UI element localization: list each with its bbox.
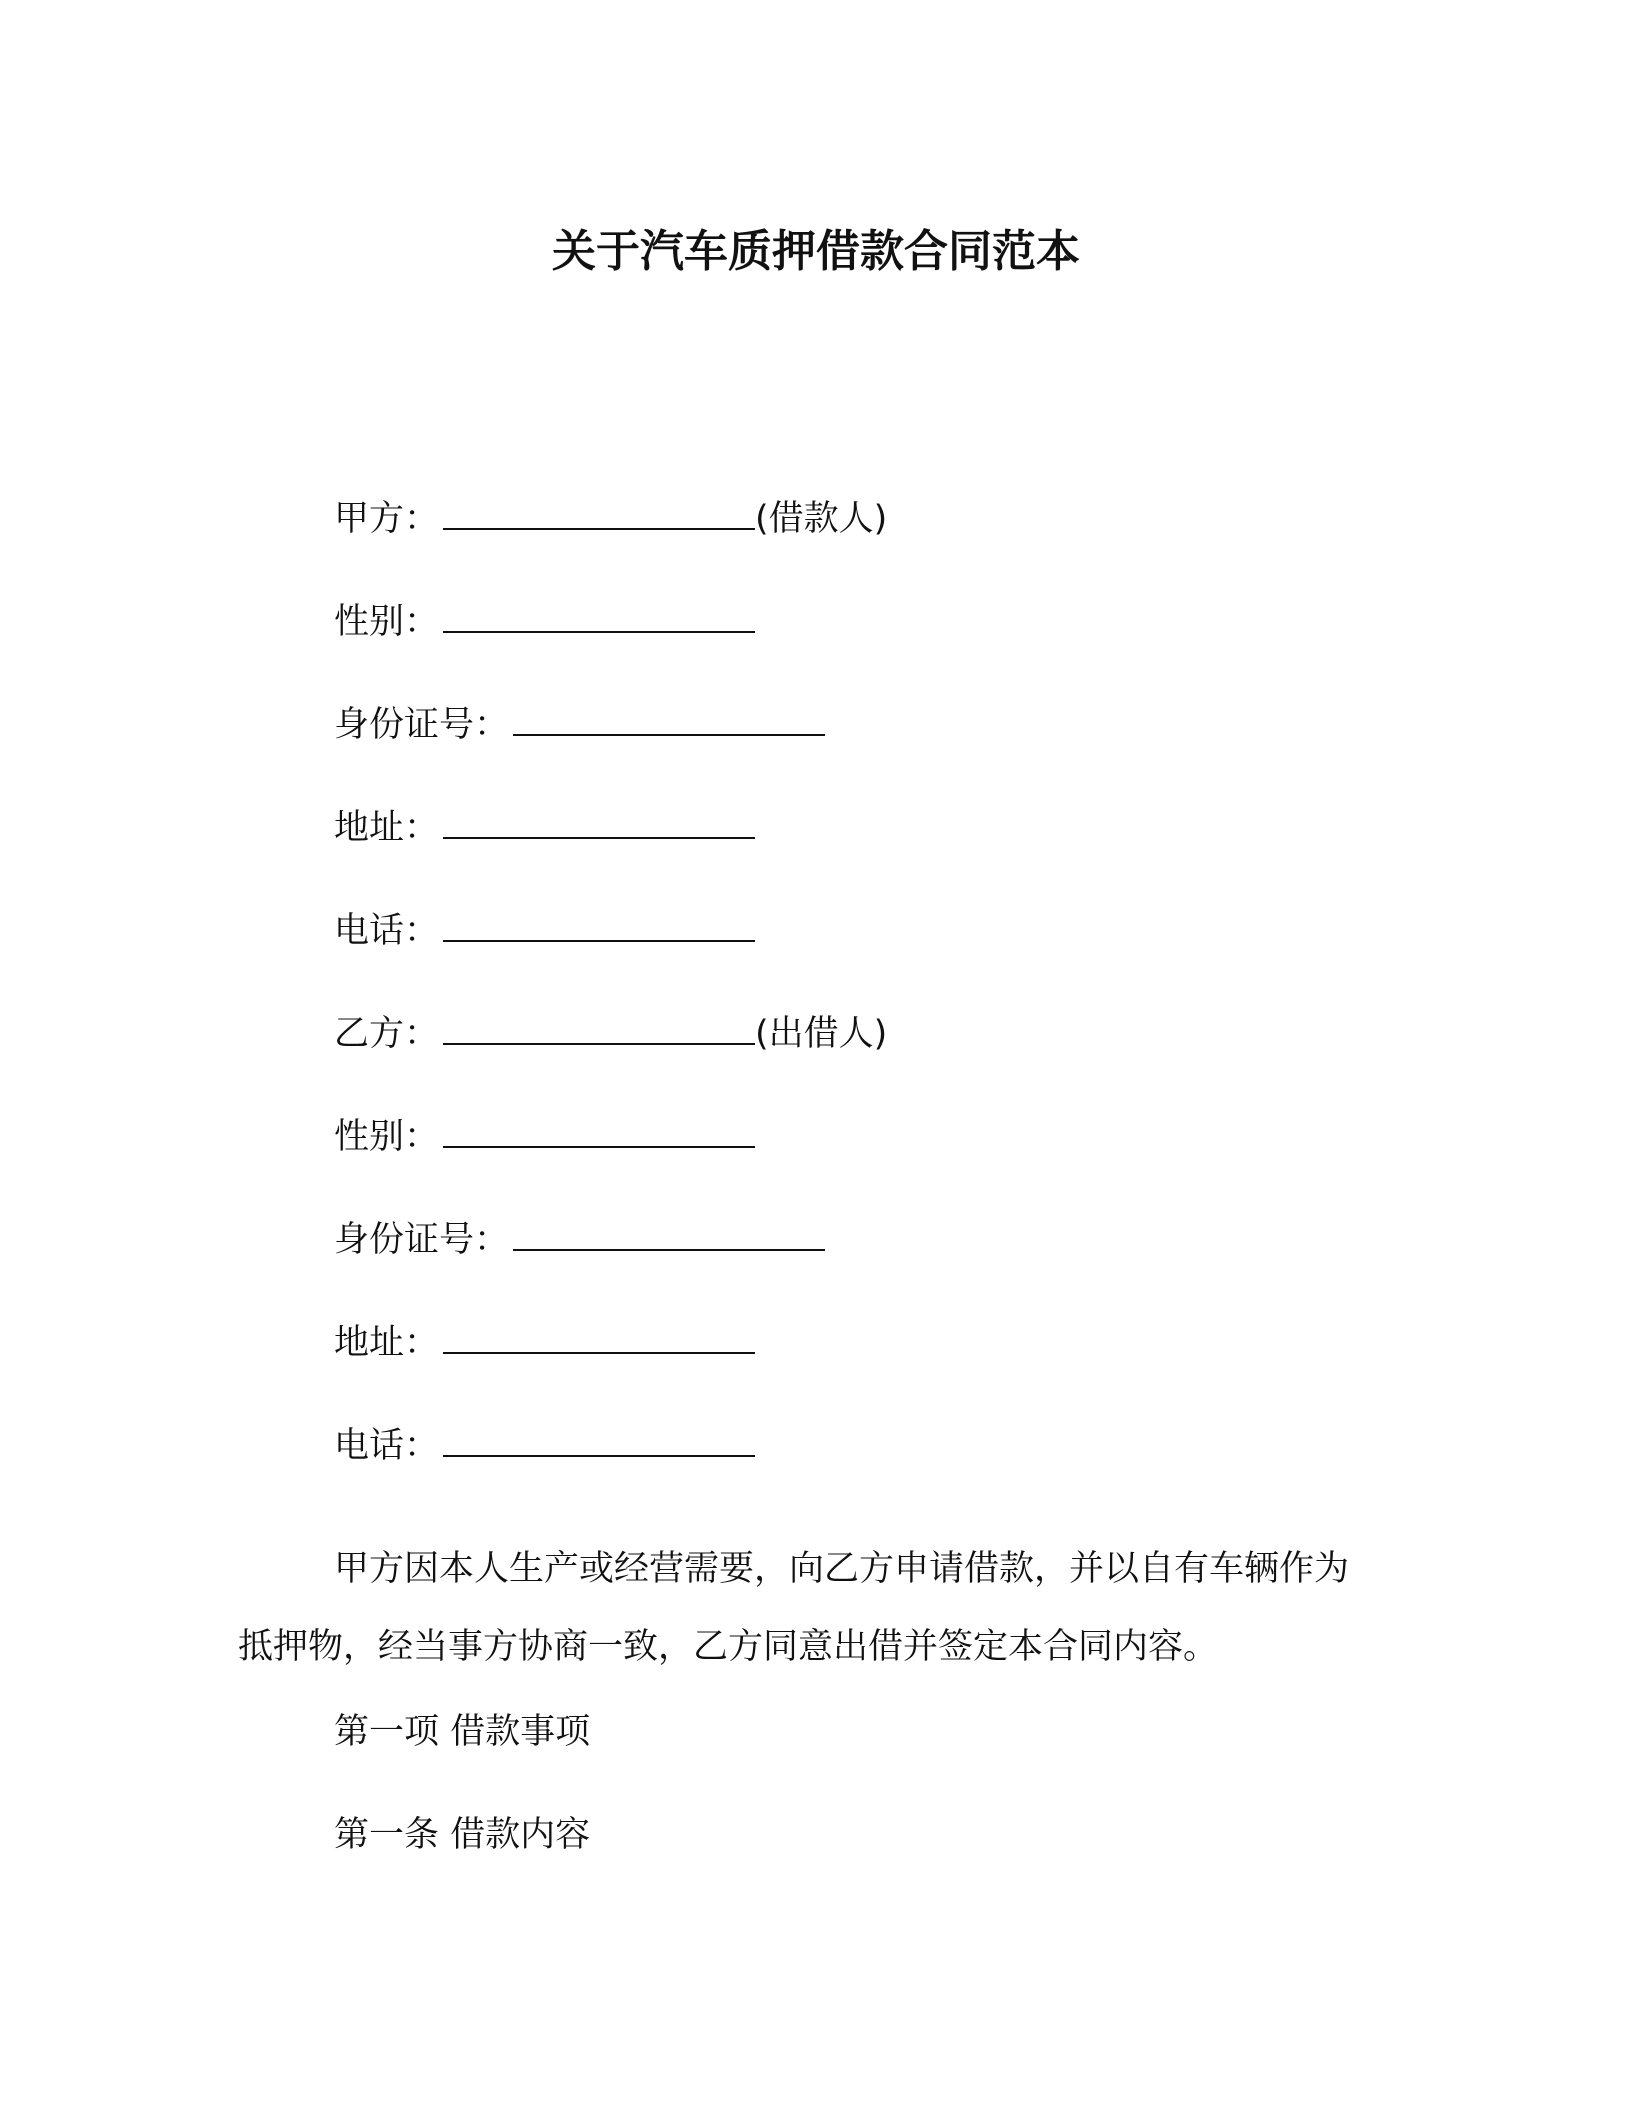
party-b-id-label: 身份证号： [334,1220,510,1260]
party-a-phone-blank[interactable] [443,906,755,942]
party-b-role: (出借人) [755,1014,888,1054]
party-b-address-line [334,1318,755,1368]
party-b-id-line [334,1215,825,1265]
party-b-name-line [334,1009,887,1059]
document-title: 关于汽车质押借款合同范本 [552,226,1080,277]
party-a-id-blank[interactable] [513,700,825,736]
party-a-role: (借款人) [755,499,888,539]
party-b-gender-line [334,1112,755,1162]
party-b-phone-blank[interactable] [443,1421,755,1457]
party-a-address-blank[interactable] [443,803,755,839]
party-b-id-blank[interactable] [513,1215,825,1251]
article-heading: 第一条 借款内容 [334,1815,591,1855]
party-b-phone-line [334,1421,755,1471]
party-a-gender-line [334,597,755,647]
party-a-phone-label: 电话： [334,911,440,951]
party-b-gender-blank[interactable] [443,1112,755,1148]
party-b-name-label: 乙方： [334,1014,440,1054]
party-a-name-line [334,494,887,544]
party-a-address-label: 地址： [334,808,440,848]
party-b-name-blank[interactable] [443,1009,755,1045]
party-a-name-label: 甲方： [334,499,440,539]
party-a-id-line [334,700,825,750]
intro-paragraph: 甲方因本人生产或经营需要，向乙方申请借款，并以自有车辆作为抵押物，经当事方协商一致，乙方同意出借并签定本合同内容。 [238,1549,1350,1667]
party-a-id-label: 身份证号： [334,705,510,745]
party-b-gender-label: 性别： [334,1117,440,1157]
party-a-name-blank[interactable] [443,494,755,530]
party-a-gender-label: 性别： [334,602,440,642]
party-b-phone-label: 电话： [334,1426,440,1466]
party-a-gender-blank[interactable] [443,597,755,633]
party-b-address-label: 地址： [334,1323,440,1363]
party-a-phone-line [334,906,755,956]
party-a-address-line [334,803,755,853]
section-heading: 第一项 借款事项 [334,1712,591,1752]
party-b-address-blank[interactable] [443,1318,755,1354]
